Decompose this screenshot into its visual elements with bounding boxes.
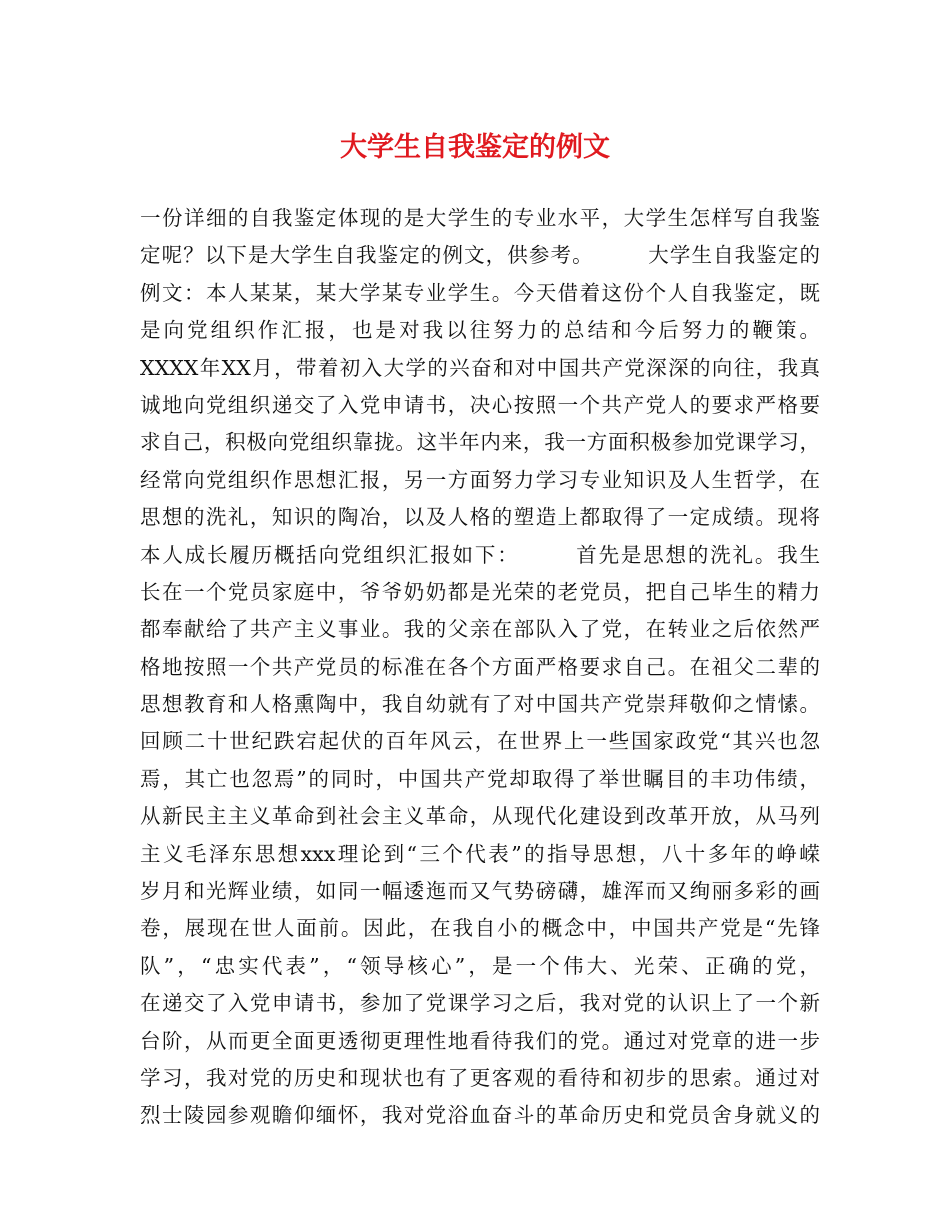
document-body: [140, 200, 820, 1135]
text-line: 一份详细的自我鉴定体现的是大学生的专业水平，大学生怎样写自我鉴: [140, 206, 820, 230]
text-line: 长在一个党员家庭中，爷爷奶奶都是光荣的老党员，把自己毕生的精力: [140, 579, 820, 604]
text-line: 都奉献给了共产主义事业。我的父亲在部队入了党，在转业之后依然严: [140, 617, 820, 642]
text-line: 格地按照一个共产党员的标准在各个方面严格要求自己。在祖父二辈的: [140, 654, 820, 679]
text-line: 求自己，积极向党组织靠拢。这半年内来，我一方面积极参加党课学习，: [140, 430, 820, 455]
text-line: 例文：本人某某，某大学某专业学生。今天借着这份个人自我鉴定，既: [140, 280, 820, 305]
document-title: 大学生自我鉴定的例文: [340, 132, 610, 163]
text-line: 从新民主主义革命到社会主义革命，从现代化建设到改革开放，从马列: [140, 804, 820, 829]
text-line: 岁月和光辉业绩，如同一幅逶迤而又气势磅礴，雄浑而又绚丽多彩的画: [140, 879, 820, 904]
text-line: 学习，我对党的历史和现状也有了更客观的看待和初步的思索。通过对: [140, 1065, 820, 1090]
text-line: XXXX年XX月，带着初入大学的兴奋和对中国共产党深深的向往，我真: [140, 355, 820, 380]
text-line: 经常向党组织作思想汇报，另一方面努力学习专业知识及人生哲学，在: [140, 467, 820, 492]
text-line: 定呢？以下是大学生自我鉴定的例文，供参考。 大学生自我鉴定的: [140, 243, 820, 268]
text-line: 本人成长履历概括向党组织汇报如下： 首先是思想的洗礼。我生: [140, 542, 820, 567]
text-line: 主义毛泽东思想xxx理论到“三个代表”的指导思想，八十多年的峥嵘: [140, 841, 820, 866]
text-line: 是向党组织作汇报，也是对我以往努力的总结和今后努力的鞭策。: [140, 318, 820, 343]
text-line: 回顾二十世纪跌宕起伏的百年风云，在世界上一些国家政党“其兴也忽: [140, 729, 820, 754]
text-line: 卷，展现在世人面前。因此，在我自小的概念中，中国共产党是“先锋: [140, 916, 820, 941]
text-line: 队”，“忠实代表”，“领导核心”，是一个伟大、光荣、正确的党，: [140, 953, 820, 978]
text-line: 焉，其亡也忽焉”的同时，中国共产党却取得了举世瞩目的丰功伟绩，: [140, 766, 820, 791]
text-line: 思想教育和人格熏陶中，我自幼就有了对中国共产党崇拜敬仰之情愫。: [140, 692, 820, 717]
text-line: 思想的洗礼，知识的陶冶，以及人格的塑造上都取得了一定成绩。现将: [140, 505, 820, 530]
text-line: 烈士陵园参观瞻仰缅怀，我对党浴血奋斗的革命历史和党员舍身就义的: [140, 1103, 820, 1128]
text-line: 在递交了入党申请书，参加了党课学习之后，我对党的认识上了一个新: [140, 991, 820, 1016]
text-line: 台阶，从而更全面更透彻更理性地看待我们的党。通过对党章的进一步: [140, 1028, 820, 1053]
text-line: 诚地向党组织递交了入党申请书，决心按照一个共产党人的要求严格要: [140, 392, 820, 417]
